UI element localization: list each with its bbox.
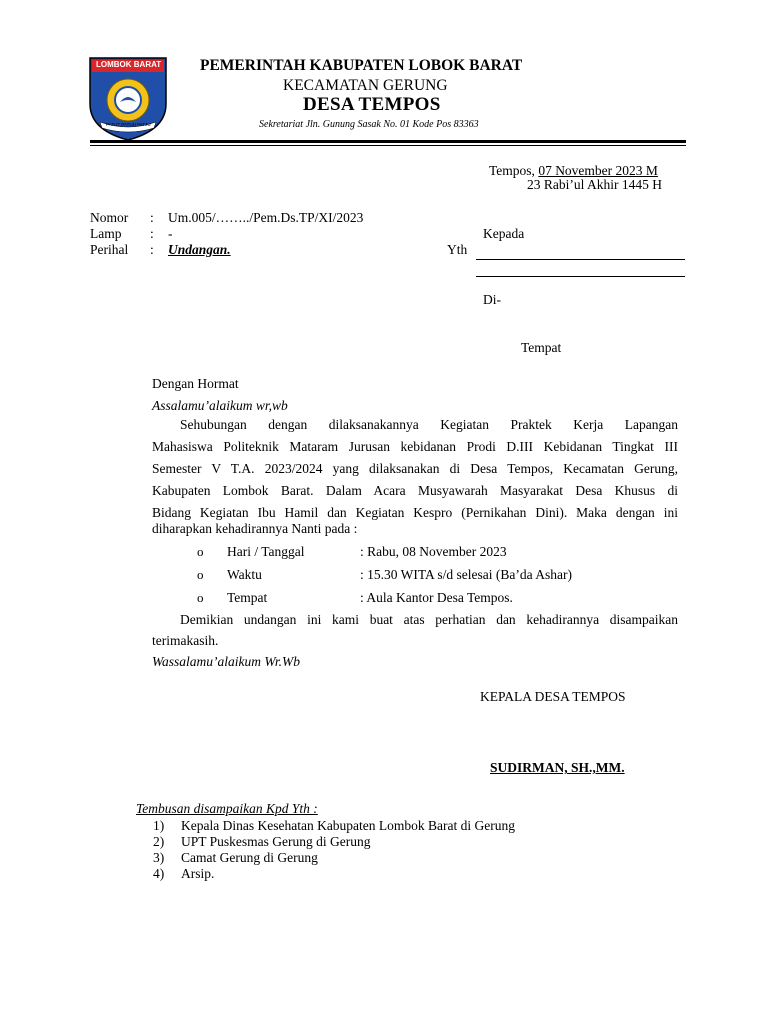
recipient-kepada: Kepada [483,226,525,241]
header-government: PEMERINTAH KABUPATEN LOBOK BARAT [200,57,523,74]
lamp-label: Lamp [90,226,122,241]
detail-label-place: Tempat [227,590,268,605]
tembusan-item: Kepala Dinas Kesehatan Kabupaten Lombok Barat di Gerung [181,818,516,833]
recipient-di: Di- [483,292,501,307]
detail-bullet: o [197,567,204,582]
date-place: Tempos, [489,163,539,178]
recipient-line-1 [476,259,685,260]
regency-logo [86,56,170,142]
lamp-value: - [168,226,173,241]
paragraph-line-4: Kabupaten Lombok Barat. Dalam Acara Musyawarah Masyarakat Desa Khusus di [152,483,678,498]
paragraph-line-5: Bidang Kegiatan Ibu Hamil dan Kegiatan Kespro (Pernikahan Dini). Maka dengan ini [152,505,678,520]
logo-top-text: LOMBOK BARAT [96,60,162,69]
detail-value-date: : Rabu, 08 November 2023 [360,544,507,559]
header-district: KECAMATAN GERUNG [283,77,448,94]
paragraph-line-3: Semester V T.A. 2023/2024 yang dilaksanakan di Desa Tempos, Kecamatan Gerung, [152,461,678,476]
closing-line-2: terimakasih. [152,633,219,648]
tembusan-heading: Tembusan disampaikan Kpd Yth : [136,801,318,816]
nomor-label: Nomor [90,210,129,225]
detail-value-time: : 15.30 WITA s/d selesai (Ba’da Ashar) [360,567,572,582]
date-hijri: 23 Rabi’ul Akhir 1445 H [527,177,662,192]
tembusan-num: 1) [153,818,165,833]
greeting: Dengan Hormat [152,376,239,391]
signature-name: SUDIRMAN, SH.,MM. [490,760,625,775]
signature-title: KEPALA DESA TEMPOS [480,689,626,704]
tembusan-num: 2) [153,834,165,849]
logo-motto: PATUT PATUH PATJU [106,122,151,127]
perihal-colon: : [150,242,154,257]
paragraph-line-2: Mahasiswa Politeknik Mataram Jurusan kebidanan Prodi D.III Kebidanan Tingkat III [152,439,678,454]
detail-bullet: o [197,544,204,559]
recipient-line-2 [476,276,685,277]
tembusan-item: UPT Puskesmas Gerung di Gerung [181,834,371,849]
perihal-label: Perihal [90,242,129,257]
detail-label-date: Hari / Tanggal [227,544,305,559]
detail-value-place: : Aula Kantor Desa Tempos. [360,590,513,605]
header-address: Sekretariat Jln. Gunung Sasak No. 01 Kode Pos 83363 [259,119,479,130]
recipient-tempat: Tempat [521,340,562,355]
recipient-yth: Yth [447,242,468,257]
tembusan-num: 3) [153,850,165,865]
date-masehi: 07 November 2023 M [538,163,658,178]
paragraph-line-6: diharapkan kehadirannya Nanti pada : [152,521,358,536]
perihal-value: Undangan. [168,242,231,257]
tembusan-num: 4) [153,866,165,881]
header-rule-thin [90,145,686,146]
nomor-colon: : [150,210,154,225]
tembusan-item: Camat Gerung di Gerung [181,850,318,865]
wassalam: Wassalamu’alaikum Wr.Wb [152,654,301,669]
salam: Assalamu’alaikum wr,wb [152,398,288,413]
header-village: DESA TEMPOS [303,94,441,115]
detail-label-time: Waktu [227,567,262,582]
header-rule-thick [90,140,686,143]
closing-line-1: Demikian undangan ini kami buat atas perhatian dan kehadirannya disampaikan [180,612,678,627]
paragraph-line-1: Sehubungan dengan dilaksanakannya Kegiatan Praktek Kerja Lapangan [180,417,678,432]
detail-bullet: o [197,590,204,605]
tembusan-item: Arsip. [181,866,215,881]
nomor-value: Um.005/……../Pem.Ds.TP/XI/2023 [168,210,364,225]
lamp-colon: : [150,226,154,241]
